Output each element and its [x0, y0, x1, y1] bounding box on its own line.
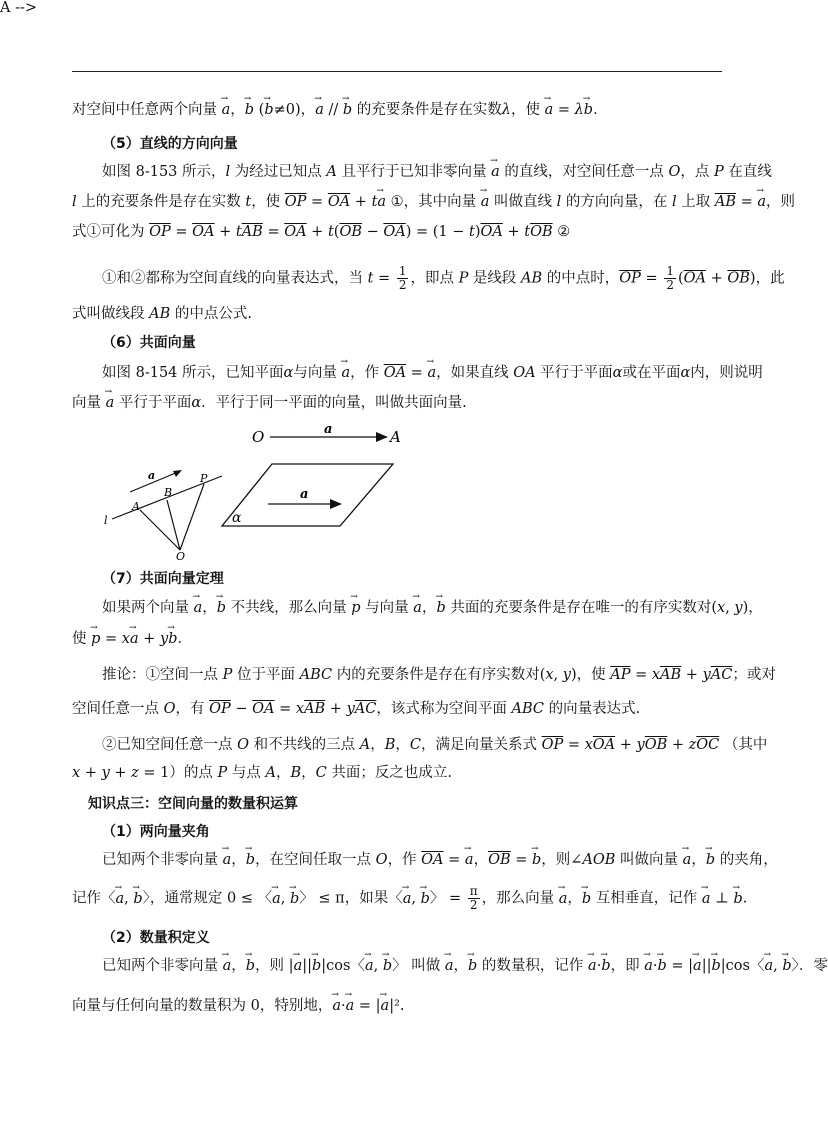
label-B: B: [164, 486, 173, 499]
text-line: 向量与任何向量的数量积为 0，特别地，→ a·→ a = |→ a|².: [72, 995, 722, 1017]
text-line: 对空间中任意两个向量 → a，→ b (→ b≠0)，→ a // → b 的充要条件是存在实数λ，使 → a = λ→ b．: [72, 99, 722, 121]
label-a: a: [300, 487, 309, 502]
text-line: 记作〈→ a, → b〉，通常规定 0 ≤ 〈→ a, → b〉 ≤ π，如果〈→ a, → b〉 = $\frac{\pi}{2}$ ，那么向量 → a，→ b 互相垂直，记作 → a ⊥ → b.: [72, 885, 722, 912]
knowledge-heading: 知识点三：空间向量的数量积运算: [88, 796, 298, 812]
section-heading: （6）共面向量: [102, 335, 196, 351]
text-line: l 上的充要条件是存在实数 t，使 $\overline{OP} = \overline{OA} + t\to a$ ①，其中向量 → a 叫做直线 l 的方向向量，在 l 上取 $\overline{AB}$ = → a，则: [72, 191, 722, 213]
label-l: l: [104, 514, 108, 527]
label-O: O: [252, 428, 265, 446]
text-line: 式叫做线段 AB 的中点公式.: [72, 306, 252, 322]
text-line: 如图 8-154 所示，已知平面α与向量 → a，作 $\overline{OA}$ = → a，如果直线 OA 平行于平面α或在平面α内，则说明: [72, 362, 752, 384]
label-O: O: [176, 550, 186, 563]
text-line: 如图 8-153 所示，l 为经过已知点 A 且平行于已知非零向量 → a 的直线，对空间任意一点 O，点 P 在直线: [72, 161, 752, 183]
text-line: ①和②都称为空间直线的向量表达式，当 t = $\frac{1}{2}$ ，即点 P 是线段 AB 的中点时，$\overline{OP}$ = $\frac{1}{2}$ $(\overline{OA} + \overline{OB})$，此: [102, 264, 785, 292]
text-line: 式①可化为 $\overline{OP} = \overline{OA} + t\overline{AB} = \overline{OA} + t(\overline{OB} - \overline{OA}) = (1 - t)\overline{OA} + t\overline{OB}$ ②: [72, 224, 571, 240]
text-line: 如果两个向量 → a，→ b 不共线，那么向量 → p 与向量 → a，→ b 共面的充要条件是存在唯一的有序实数对(x, y)，: [72, 597, 752, 619]
text-line: x + y + z = 1）的点 P 与点 A，B，C 共面；反之也成立.: [72, 765, 452, 781]
label-P: P: [200, 472, 208, 485]
label-A: A: [390, 428, 401, 446]
text-line: 空间任意一点 O，有 $\overline{OP} - \overline{OA} = x\overline{AB} + y\overline{AC}$，该式称为空间平面 ABC 的向量表达式.: [72, 701, 641, 717]
label-A: A: [132, 500, 140, 513]
text-line: ②已知空间任意一点 O 和不共线的三点 A，B，C，满足向量关系式 $\overline{OP} = x\overline{OA} + y\overline{OB} + z\overline{OC}$ （其中: [102, 737, 768, 753]
figure-plane-alpha: [218, 462, 398, 530]
section-heading: （2）数量积定义: [102, 930, 210, 946]
text-line: 使 → p = x→ a + y→ b．: [72, 628, 722, 650]
label-alpha: α: [232, 510, 242, 526]
text-line: 已知两个非零向量 → a，→ b，在空间任取一点 O，作 $\overline{OA}$ = → a，$\overline{OB}$ = → b，则∠AOB 叫做向量 → a，→ b 的夹角，: [72, 849, 752, 871]
figure-vector-oa: [240, 422, 410, 452]
label-a: a: [148, 469, 156, 482]
label-a: a: [324, 422, 333, 437]
section-heading: （7）共面向量定理: [102, 571, 224, 587]
header-rule: [72, 71, 722, 72]
section-heading: （5）直线的方向向量: [102, 136, 238, 152]
section-heading: （1）两向量夹角: [102, 824, 210, 840]
figure-direction-vector: [100, 462, 225, 562]
text-line: 向量 → a 平行于平面α．平行于同一平面的向量，叫做共面向量.: [72, 392, 722, 414]
text-line: 推论：①空间一点 P 位于平面 ABC 内的充要条件是存在有序实数对(x, y)，使 $\overline{AP} = x\overline{AB} + y\overline{AC}$；或对: [102, 667, 776, 683]
text-line: 已知两个非零向量 → a，→ b，则 |→ a||→ b|cos〈→ a, → b〉 叫做 → a，→ b 的数量积，记作 → a·→ b，即 → a·→ b = |→ a||→ b|cos〈→ a, → b〉．零: [72, 955, 752, 977]
